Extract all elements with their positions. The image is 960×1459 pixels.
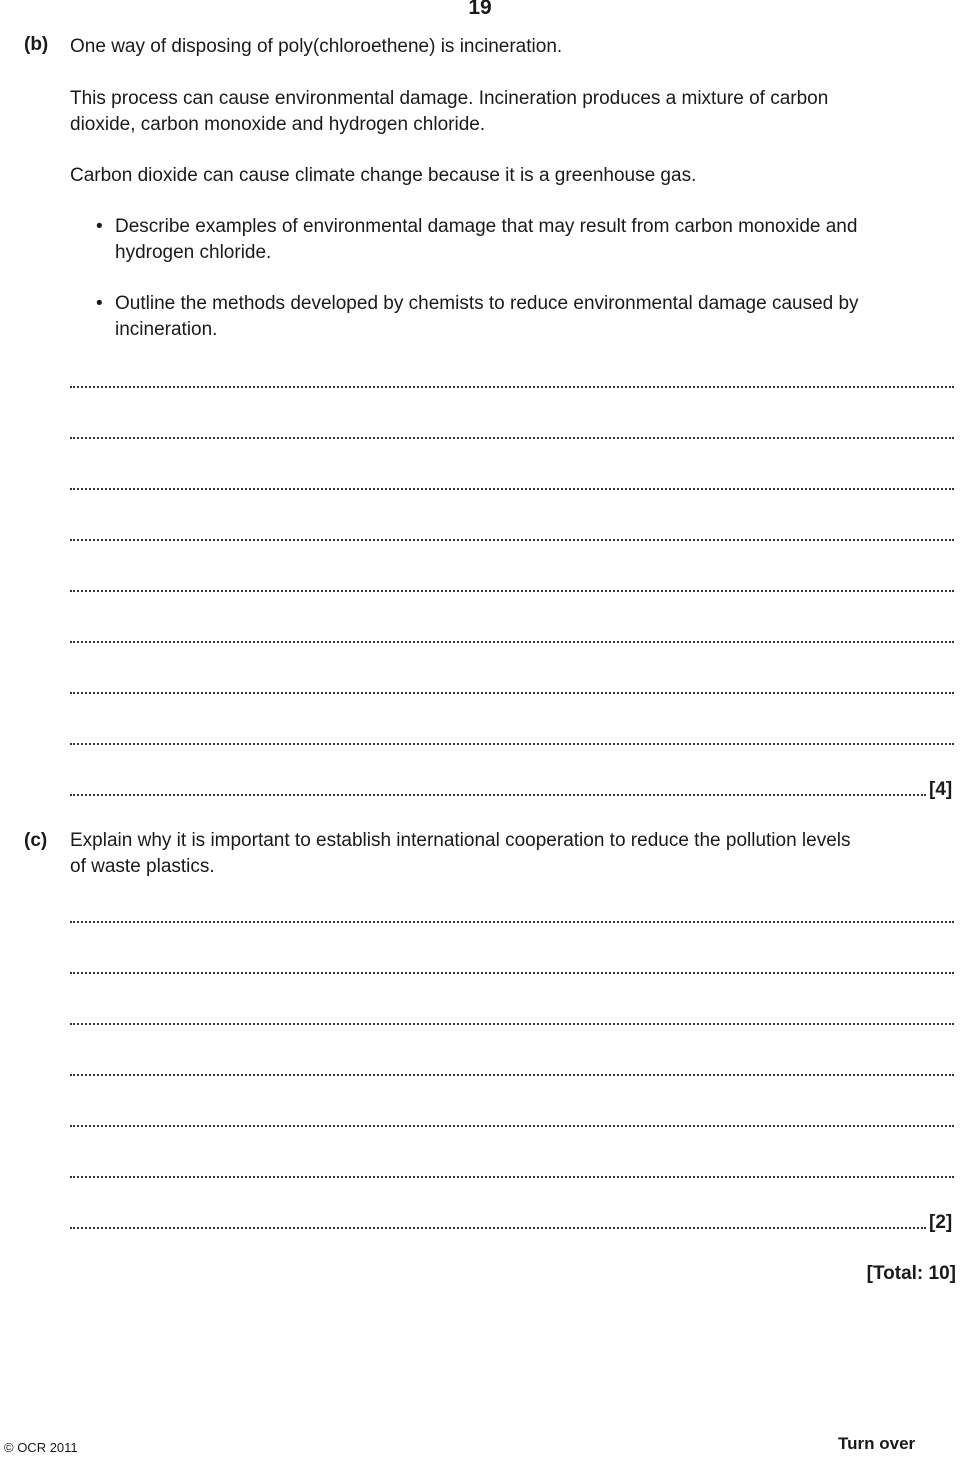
answer-line[interactable] xyxy=(70,1227,926,1229)
bullet-1-line2: hydrogen chloride. xyxy=(115,242,272,263)
turn-over-label: Turn over xyxy=(838,1434,916,1453)
answer-line[interactable] xyxy=(70,794,926,796)
part-b-label: (b) xyxy=(24,34,49,55)
answer-line[interactable] xyxy=(70,488,954,490)
answer-line[interactable] xyxy=(70,921,954,923)
part-b-intro: One way of disposing of poly(chloroethene) is incineration. xyxy=(70,36,563,57)
part-c-marks: [2] xyxy=(929,1212,953,1233)
bullet-dot: • xyxy=(96,216,103,237)
bullet-dot: • xyxy=(96,293,103,314)
answer-line[interactable] xyxy=(70,1125,954,1127)
answer-line[interactable] xyxy=(70,641,954,643)
part-b-para2: Carbon dioxide can cause climate change because it is a greenhouse gas. xyxy=(70,165,697,186)
part-b-para1-line2: dioxide, carbon monoxide and hydrogen chloride. xyxy=(70,114,486,135)
answer-line[interactable] xyxy=(70,743,954,745)
page-number: 19 xyxy=(468,0,492,19)
answer-line[interactable] xyxy=(70,1023,954,1025)
bullet-1-line1: Describe examples of environmental damage that may result from carbon monoxide and xyxy=(115,216,858,237)
part-c-question-line1: Explain why it is important to establish international cooperation to reduce the pollution levels xyxy=(70,830,851,851)
copyright-notice: © OCR 2011 xyxy=(4,1440,78,1455)
answer-line[interactable] xyxy=(70,972,954,974)
answer-line[interactable] xyxy=(70,437,954,439)
answer-line[interactable] xyxy=(70,386,954,388)
answer-line[interactable] xyxy=(70,692,954,694)
total-marks: [Total: 10] xyxy=(866,1263,956,1284)
answer-line[interactable] xyxy=(70,539,954,541)
answer-line[interactable] xyxy=(70,590,954,592)
part-c-question-line2: of waste plastics. xyxy=(70,856,215,877)
bullet-2-line1: Outline the methods developed by chemists to reduce environmental damage caused by xyxy=(115,293,859,314)
part-c-label: (c) xyxy=(24,830,48,851)
answer-line[interactable] xyxy=(70,1074,954,1076)
part-b-marks: [4] xyxy=(929,779,953,800)
part-b-para1-line1: This process can cause environmental damage. Incineration produces a mixture of carbon xyxy=(70,88,829,109)
answer-line[interactable] xyxy=(70,1176,954,1178)
bullet-2-line2: incineration. xyxy=(115,319,218,340)
